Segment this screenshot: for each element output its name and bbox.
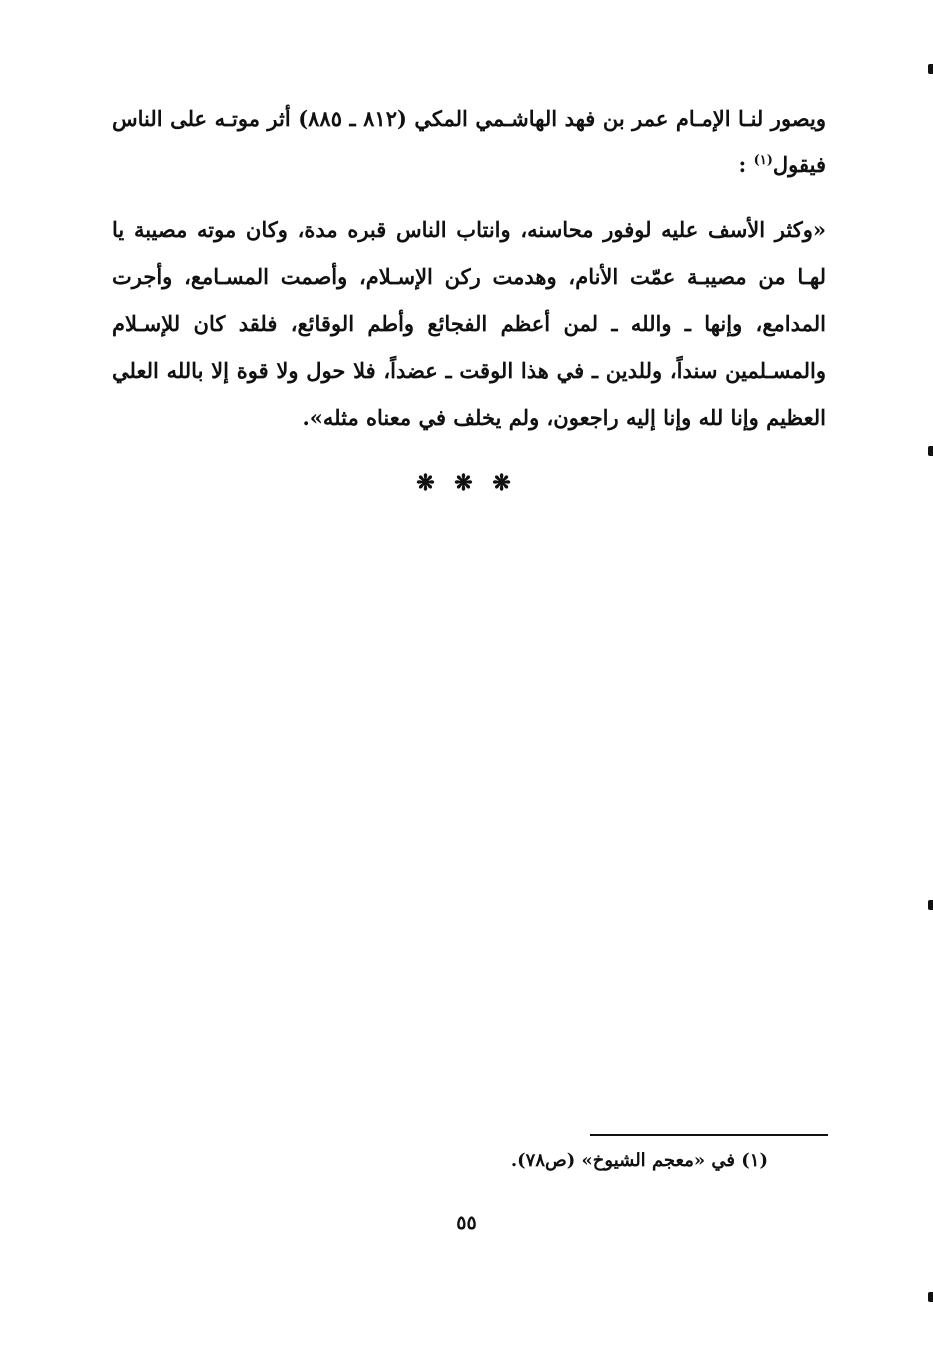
intro-paragraph bbox=[112, 96, 826, 188]
footnote-rule bbox=[590, 1134, 828, 1136]
scan-edge-mark bbox=[928, 446, 933, 456]
section-separator: ❋ ❋ ❋ bbox=[416, 470, 517, 496]
intro-colon: : bbox=[738, 152, 747, 177]
scan-edge-mark bbox=[928, 1292, 933, 1302]
footnote-reference-mark: (١) bbox=[753, 153, 773, 168]
footnote: (١) في «معجم الشيوخ» (ص٧٨). bbox=[510, 1150, 768, 1171]
intro-text: ويصور لنـا الإمـام عمر بن فهد الهاشـمي المكي (٨١٢ ـ ٨٨٥) أثر موتـه على الناس فيقول bbox=[112, 106, 826, 177]
quote-paragraph: «وكثر الأسف عليه لوفور محاسنه، وانتاب الناس قبره مدة، وكان موته مصيبة يا لهـا من مصيبـة عمّت الأنام، وهدمت ركن الإسـلام، وأصمت المسـامع، وأجرت المدامع، وإنها ـ والله ـ لمن أعظم الفجائع وأطم الوقائع، فلقد كان للإسـلام والمسـلمين سنداً، وللدين ـ في هذا الوقت ـ عضداً، فلا حول ولا قوة إلا بالله العلي العظيم وإنا لله وإنا إليه راجعون، ولم يخلف في معناه مثله». bbox=[112, 217, 826, 430]
scan-edge-mark bbox=[928, 64, 933, 74]
scan-edge-mark bbox=[928, 900, 933, 910]
page-number: ٥٥ bbox=[456, 1212, 477, 1234]
